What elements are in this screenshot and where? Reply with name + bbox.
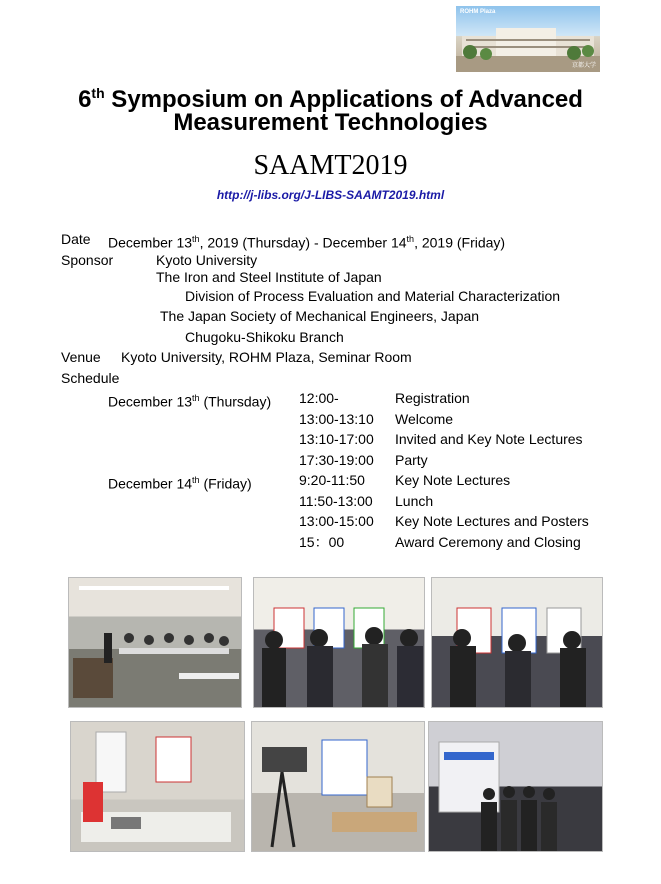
schedule-time: 9:20-11:50 (299, 472, 365, 488)
title-ordinal-suffix: th (91, 85, 105, 101)
date-sup1: th (192, 234, 200, 244)
title-ordinal: 6 (78, 86, 92, 113)
schedule-event: Party (395, 452, 428, 468)
award-ceremony-scene (429, 722, 602, 851)
poster-session-scene (432, 578, 602, 707)
event-acronym: SAAMT2019 (253, 150, 408, 181)
date-text3: , 2019 (Friday) (414, 234, 506, 251)
venue-label: Venue (61, 349, 101, 365)
page-title-line2: Measurement Technologies (173, 109, 488, 136)
photo-instrument-display (251, 721, 425, 852)
day2-weekday: (Friday) (199, 475, 252, 492)
sponsor-line: The Japan Society of Mechanical Engineers, Japan (160, 308, 480, 324)
schedule-time: 13:10-17:00 (299, 431, 374, 447)
schedule-event: Lunch (395, 493, 434, 509)
title-line1-text: Symposium on Applications of Advanced (104, 86, 583, 113)
venue-value: Kyoto University, ROHM Plaza, Seminar Room (121, 349, 412, 365)
schedule-day2 (108, 471, 252, 493)
sponsor-line: Chugoku-Shikoku Branch (185, 329, 344, 345)
date-value (108, 230, 505, 252)
schedule-day1 (108, 389, 271, 411)
date-label: Date (61, 231, 91, 247)
instrument-display-scene (252, 722, 424, 851)
schedule-event: Invited and Key Note Lectures (395, 431, 583, 447)
schedule-event: Key Note Lectures (395, 472, 511, 488)
university-mark: 京都大学 (571, 62, 596, 69)
day2-date: December 14 (108, 475, 193, 492)
seminar-room-scene (69, 578, 241, 707)
day2-sup: th (192, 475, 200, 485)
schedule-label: Schedule (61, 370, 120, 386)
sponsor-line: The Iron and Steel Institute of Japan (156, 269, 382, 285)
sponsor-label: Sponsor (61, 252, 114, 268)
day1-sup: th (192, 393, 200, 403)
rohm-plaza-photo (456, 6, 600, 72)
photo-poster-session-1 (253, 577, 425, 708)
photo-award-ceremony (428, 721, 603, 852)
photo-seminar-room (68, 577, 242, 708)
date-text1: December 13 (108, 234, 193, 251)
photo-poster-session-2 (431, 577, 603, 708)
sponsor-line: Division of Process Evaluation and Material Characterization (185, 288, 561, 304)
schedule-event: Registration (395, 390, 470, 406)
day1-date: December 13 (108, 393, 193, 410)
schedule-time: 15：00 (299, 534, 345, 550)
exhibit-booth-scene (71, 722, 244, 851)
day1-weekday: (Thursday) (199, 393, 272, 410)
schedule-event: Welcome (395, 411, 454, 427)
date-text2: , 2019 (Thursday) - December 14 (199, 234, 407, 251)
schedule-event: Key Note Lectures and Posters (395, 513, 589, 529)
schedule-time: 13:00-13:10 (299, 411, 374, 427)
schedule-time: 12:00- (299, 390, 339, 406)
hero-label: ROHM Plaza (460, 9, 496, 15)
date-sup2: th (406, 234, 415, 244)
poster-session-scene (254, 578, 424, 707)
sponsor-line: Kyoto University (156, 252, 258, 268)
schedule-time: 11:50-13:00 (299, 493, 373, 509)
schedule-time: 13:00-15:00 (299, 513, 374, 529)
event-url-link[interactable]: http://j-libs.org/J-LIBS-SAAMT2019.html (216, 188, 445, 202)
schedule-time: 17:30-19:00 (299, 452, 374, 468)
photo-exhibit-booth (70, 721, 245, 852)
schedule-event: Award Ceremony and Closing (395, 534, 581, 550)
